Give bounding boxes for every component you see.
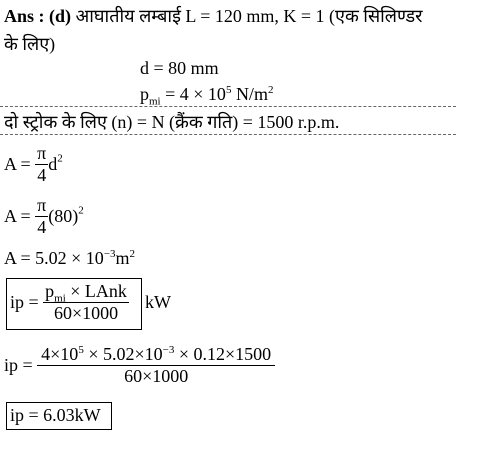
power-fraction (43, 281, 129, 324)
pressure-subscript: mi (54, 292, 66, 305)
fraction-numerator: π (37, 143, 47, 163)
answer-label: Ans : (d) (4, 6, 72, 26)
diameter-value-exponent: 2 (78, 204, 84, 217)
substitution-fraction (37, 344, 275, 387)
pressure-exponent: 5 (225, 84, 232, 96)
fraction-denominator: 4 (35, 164, 48, 186)
area-unit-exponent: 2 (129, 248, 136, 260)
diameter-symbol: d (48, 154, 58, 174)
term-area: × 5.02×10 (83, 344, 163, 364)
substitution-numerator (37, 344, 275, 365)
power-lhs: ip = (10, 292, 39, 312)
pressure-subscript: mi (149, 95, 161, 108)
pi-over-four (35, 195, 48, 238)
term-pressure: 4×10 (41, 344, 79, 364)
area-unit: m (115, 248, 130, 268)
area-exponent: −3 (103, 248, 116, 260)
pressure-symbol: p (45, 281, 55, 301)
pressure-unit-exponent: 2 (267, 84, 274, 96)
diameter-value: (80) (48, 206, 79, 226)
pi-over-four (35, 143, 48, 186)
area-result (4, 248, 135, 269)
stroke-speed-line: दो स्ट्रोक के लिए (n) = N (क्रैंक गति) = 1500 r.p.m. (4, 112, 340, 132)
area-substitution (4, 195, 84, 238)
given-diameter: d = 80 mm (140, 58, 219, 78)
power-lhs: ip = (4, 355, 33, 375)
term-area-exponent: −3 (162, 344, 175, 356)
area-lhs: A = (4, 154, 31, 174)
fraction-numerator: π (37, 195, 47, 215)
power-denominator: 60×1000 (43, 302, 129, 324)
power-formula (10, 281, 129, 324)
given-pressure (140, 84, 274, 108)
answer-line-1 (4, 4, 423, 28)
power-substitution (4, 344, 275, 387)
answer-line-2: के लिए) (4, 34, 56, 54)
power-unit: kW (145, 292, 171, 312)
power-result: ip = 6.03kW (10, 405, 101, 425)
stroke-length-text: आघातीय लम्बाई L = 120 mm, K = 1 (एक सिलिण्डर (75, 6, 423, 26)
diameter-exponent: 2 (57, 152, 63, 165)
area-lhs: A = (4, 206, 31, 226)
term-length-speed: × 0.12×1500 (174, 344, 272, 364)
power-numerator (43, 281, 129, 305)
divider-top (0, 106, 456, 107)
pressure-unit: N/m (231, 84, 268, 104)
area-value: A = 5.02 × 10 (4, 248, 104, 268)
area-formula (4, 143, 63, 186)
pressure-symbol: p (140, 84, 149, 104)
substitution-denominator: 60×1000 (37, 365, 275, 387)
numerator-rest: × LAnk (65, 281, 127, 301)
pressure-value: = 4 × 10 (160, 84, 226, 104)
divider-bottom (0, 134, 456, 135)
term-pressure-exponent: 5 (78, 344, 84, 356)
fraction-denominator: 4 (35, 216, 48, 238)
